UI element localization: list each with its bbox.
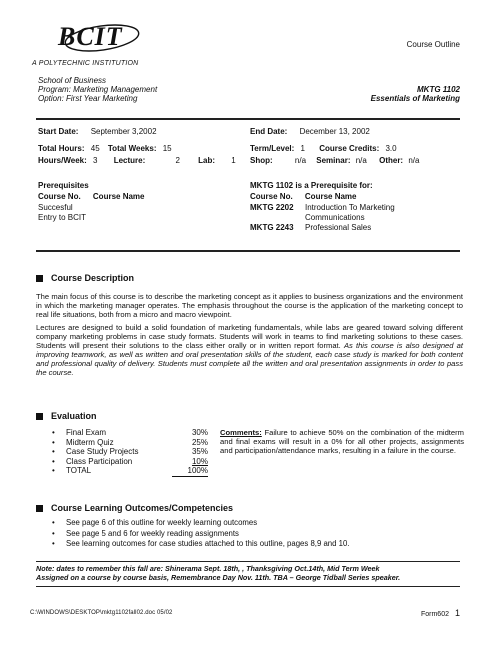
prereq-for-name-line2: Communications <box>305 213 365 222</box>
course-code: MKTG 1102 <box>417 85 460 94</box>
start-date-row <box>38 126 157 137</box>
evaluation-item <box>52 447 208 457</box>
end-date-value: December 13, 2002 <box>299 127 370 136</box>
description-paragraph-1: The main focus of this course is to describe the marketing concept as it applies to business organizations and the environment in which the marketing manager operates. The emphasis throughout the course is the application of the marketing concept to real life situations, both from a micro and macro viewpoint. <box>36 292 463 319</box>
term-value: 1 <box>300 144 305 153</box>
footer-page-info <box>421 608 460 618</box>
other-value: n/a <box>408 156 420 165</box>
total-weeks-value: 15 <box>162 144 172 153</box>
prereq-title: Prerequisites <box>38 181 89 190</box>
prereq-for-col-no: Course No. <box>250 192 293 201</box>
prereq-col-no: Course No. <box>38 192 81 201</box>
prereq-for-code: MKTG 2243 <box>250 223 294 232</box>
outcome-item <box>52 529 349 540</box>
end-date-label: End Date: <box>250 127 288 136</box>
shop-row <box>250 155 419 166</box>
prereq-header <box>38 191 144 202</box>
evaluation-list <box>52 428 208 477</box>
outcome-item <box>52 518 349 529</box>
description-p2-italic: As this course is also designed at improving teamwork, as well as written and oral presentation skills of the student, each case study is marked for both content and professional quality of delivery. Students must complete all the written and oral presentation assignments in order to pass the course. <box>36 341 463 377</box>
evaluation-item-total <box>52 466 208 477</box>
description-p2-normal: Lectures are designed to build a solid foundation of marketing fundamentals, while labs are geared toward solving different company marketing problems in case study formats. Students will work in teams to find marketing solutions to these cases. Students will present their solutions to the class either orally or in written report format. <box>36 323 463 350</box>
tagline: A POLYTECHNIC INSTITUTION <box>32 60 139 67</box>
dates-note-line2: Assigned on a course by course basis, Remembrance Day Nov. 11th. TBA – George Tidball Series speaker. <box>36 573 401 582</box>
outcomes-title: Course Learning Outcomes/Competencies <box>51 503 234 513</box>
credits-value: 3.0 <box>385 144 397 153</box>
bullet-icon: • <box>52 428 55 437</box>
hours-week-label: Hours/Week: <box>38 156 87 165</box>
footer-file-path: C:\WINDOWS\DESKTOP\mktg1102fall02.doc 05/02 <box>30 610 173 616</box>
hours-week-value: 3 <box>93 156 98 165</box>
course-id-block <box>371 85 460 103</box>
section-bullet-icon <box>36 275 43 282</box>
seminar-label: Seminar: <box>316 156 351 165</box>
evaluation-item <box>52 428 208 438</box>
evaluation-item-pct: 30% <box>191 428 208 437</box>
divider <box>36 586 460 587</box>
footer-form: Form602 <box>420 611 449 618</box>
prereq-for-code: MKTG 2202 <box>250 203 294 212</box>
prereq-for-name-line1: Introduction To Marketing <box>305 203 395 212</box>
bullet-icon: • <box>52 528 55 538</box>
bullet-icon: • <box>52 447 55 456</box>
evaluation-item-pct: 25% <box>191 437 208 447</box>
option-name: Option: First Year Marketing <box>38 94 138 103</box>
dates-note <box>36 564 466 582</box>
outcome-item <box>52 539 349 550</box>
dates-note-line1: Note: dates to remember this fall are: Shinerama Sept. 18th, , Thanksgiving Oct.14th, Mid Term Week <box>36 564 380 573</box>
prereq-col-name: Course Name <box>92 192 145 201</box>
end-date-row <box>250 126 370 137</box>
total-hours-label: Total Hours: <box>38 144 85 153</box>
prereq-for-list <box>250 203 395 233</box>
evaluation-item-label: Midterm Quiz <box>66 437 114 447</box>
outcome-item-text: See page 6 of this outline for weekly learning outcomes <box>66 518 258 527</box>
description-title: Course Description <box>51 273 135 283</box>
lab-label: Lab: <box>198 156 216 165</box>
shop-value: n/a <box>294 156 307 165</box>
logo-text: BCIT <box>58 22 123 51</box>
program-name: Program: Marketing Management <box>38 85 158 94</box>
prereq-for-col-name: Course Name <box>304 192 357 201</box>
prereq-for-name: Professional Sales <box>305 223 372 232</box>
start-date-value: September 3,2002 <box>90 127 157 136</box>
divider <box>36 561 460 562</box>
doc-type: Course Outline <box>406 40 460 49</box>
bullet-icon: • <box>52 437 55 447</box>
start-date-label: Start Date: <box>38 127 79 136</box>
total-weeks-label: Total Weeks: <box>107 144 157 153</box>
evaluation-item-pct: 10% <box>191 456 208 466</box>
prereq-line2: Entry to BCIT <box>38 213 87 222</box>
lecture-value: 2 <box>175 156 180 165</box>
description-heading <box>36 273 134 283</box>
bullet-icon: • <box>52 456 55 466</box>
bullet-icon: • <box>52 466 55 475</box>
outcome-item-text: See learning outcomes for case studies attached to this outline, pages 8,9 and 10. <box>66 539 350 548</box>
evaluation-item-label: Final Exam <box>66 428 107 437</box>
comments-text: Failure to achieve 50% on the combination of the midterm and final exams will result in a 0% for all other projects, assignments and participation/attendance marks, resulting in a failure in the course. <box>220 428 464 455</box>
logo-swoosh-icon <box>63 23 141 53</box>
page-number: 1 <box>454 608 460 618</box>
hours-week-row <box>38 155 236 166</box>
prereq-for-row <box>250 223 395 233</box>
bullet-icon: • <box>52 539 55 548</box>
evaluation-item <box>52 438 208 448</box>
outcomes-list <box>52 518 349 550</box>
evaluation-item <box>52 457 208 467</box>
evaluation-item-label: Case Study Projects <box>66 447 139 456</box>
lab-value: 1 <box>231 156 236 165</box>
description-paragraph-2 <box>36 323 463 377</box>
prereq-for-header <box>250 191 356 202</box>
shop-label: Shop: <box>250 156 273 165</box>
prereq-for-row <box>250 203 395 223</box>
divider <box>36 118 460 120</box>
evaluation-item-pct: 100% <box>172 466 208 477</box>
section-bullet-icon <box>36 505 43 512</box>
evaluation-item-pct: 35% <box>191 447 208 456</box>
comments-label: Comments: <box>220 428 262 437</box>
other-label: Other: <box>379 156 404 165</box>
term-label: Term/Level: <box>250 144 295 153</box>
prereq-line1: Succesful <box>38 203 73 212</box>
prereq-body <box>38 203 86 223</box>
term-row <box>250 143 397 154</box>
total-hours-row <box>38 143 172 154</box>
course-title: Essentials of Marketing <box>370 94 460 103</box>
bullet-icon: • <box>52 518 55 527</box>
evaluation-comments <box>220 428 464 455</box>
outcomes-heading <box>36 503 233 513</box>
school-block <box>38 76 157 103</box>
seminar-value: n/a <box>355 156 367 165</box>
evaluation-item-label: TOTAL <box>66 466 92 475</box>
school-name: School of Business <box>38 76 107 85</box>
evaluation-item-label: Class Participation <box>66 456 133 466</box>
lecture-label: Lecture: <box>113 156 146 165</box>
total-hours-value: 45 <box>90 144 100 153</box>
prereq-for-name <box>305 203 395 223</box>
evaluation-title: Evaluation <box>51 411 97 421</box>
evaluation-heading <box>36 411 97 421</box>
outcome-item-text: See page 5 and 6 for weekly reading assignments <box>66 528 239 538</box>
credits-label: Course Credits: <box>319 144 380 153</box>
section-bullet-icon <box>36 413 43 420</box>
prereq-for-title: MKTG 1102 is a Prerequisite for: <box>250 181 373 190</box>
divider <box>36 250 460 252</box>
